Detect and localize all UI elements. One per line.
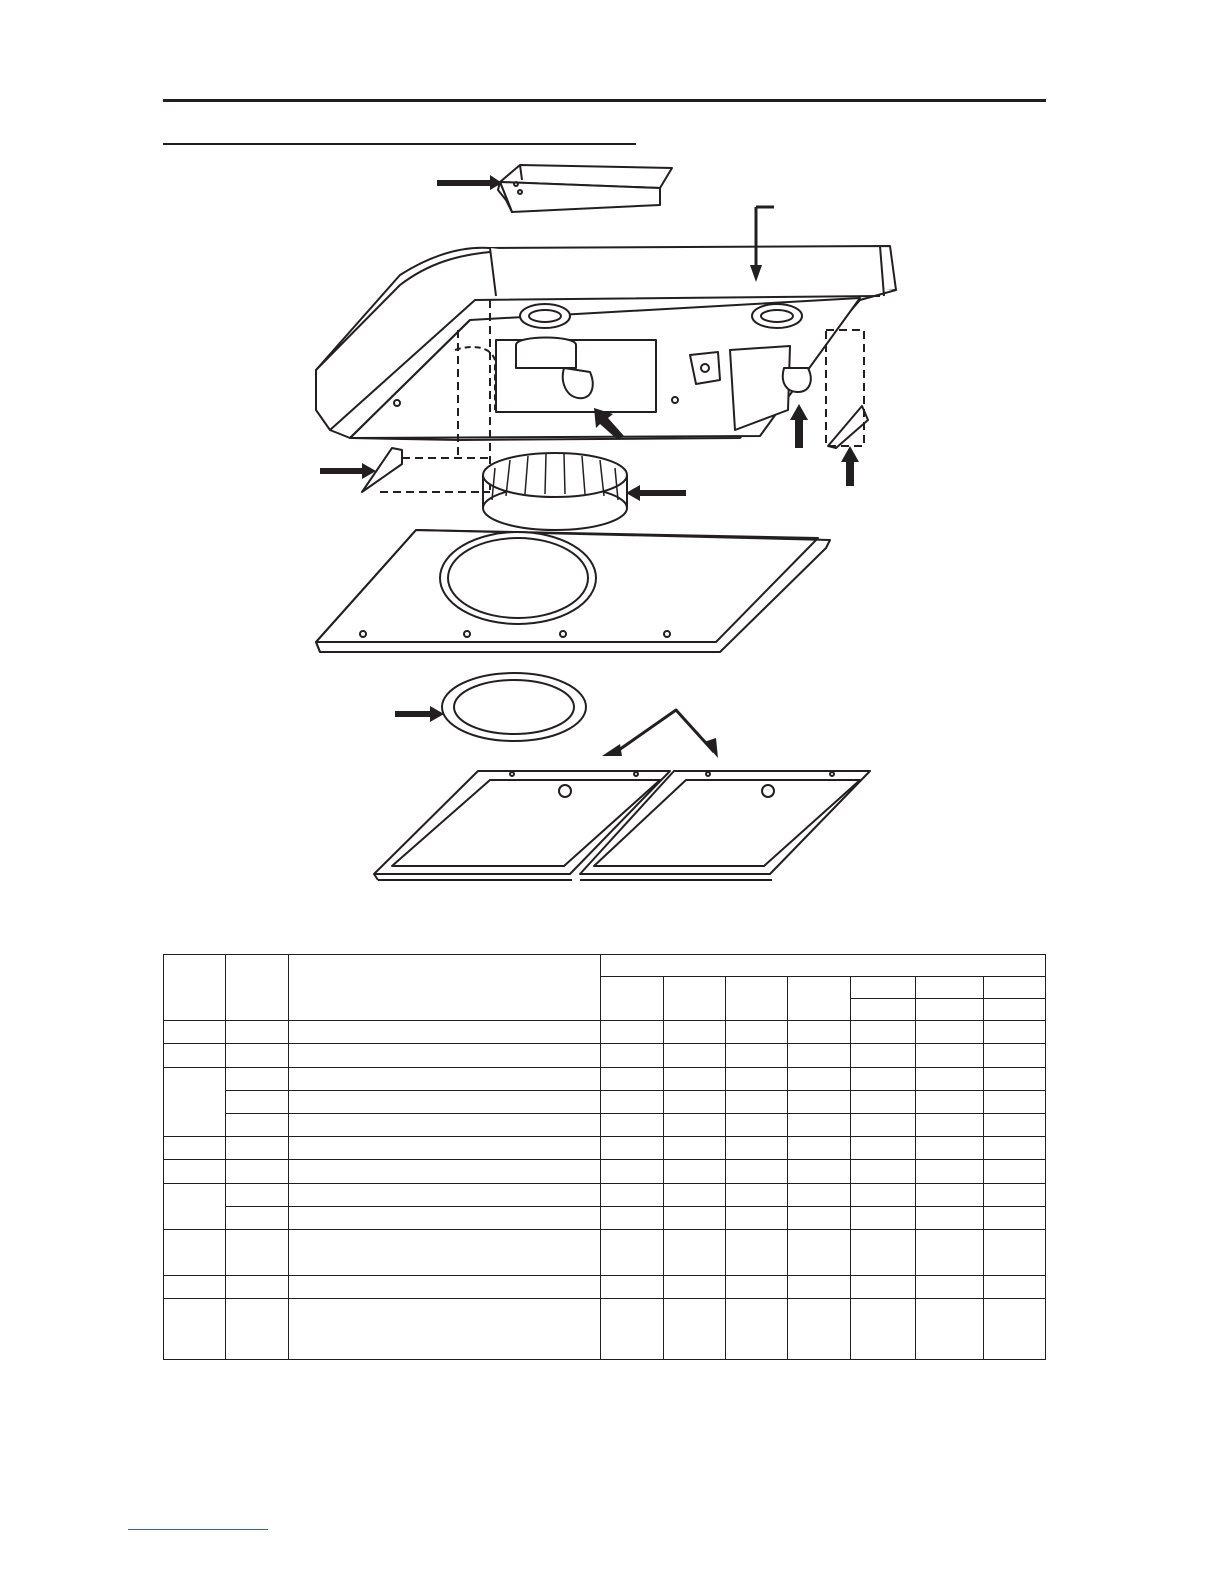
arrow-damper — [437, 175, 502, 190]
arrow-right-socket — [790, 404, 808, 448]
hood-body — [316, 246, 896, 440]
table-row — [164, 1021, 1046, 1044]
table-row — [164, 1207, 1046, 1230]
table-row — [164, 1091, 1046, 1114]
table-row — [164, 1299, 1046, 1360]
table-row — [164, 1068, 1046, 1091]
damper-transition — [498, 165, 672, 212]
blower-wheel — [483, 453, 627, 530]
table-row — [164, 1160, 1046, 1184]
table-row — [164, 1114, 1046, 1137]
arrow-right-bracket — [841, 446, 859, 486]
ring-gasket — [442, 673, 586, 741]
arrow-filters — [616, 710, 714, 752]
right-mounting-bracket — [826, 330, 868, 448]
parts-table — [163, 954, 1046, 1360]
table-header-row — [164, 955, 1046, 977]
table-row — [164, 1230, 1046, 1276]
table-row — [164, 1044, 1046, 1068]
arrow-blower-wheel — [626, 485, 686, 501]
table-row — [164, 1276, 1046, 1299]
table-row — [164, 1137, 1046, 1160]
grease-filters — [374, 771, 870, 880]
arrow-left-bracket — [320, 463, 376, 479]
table-row — [164, 1184, 1046, 1207]
footer-link-underline — [128, 1529, 268, 1530]
arrow-gasket — [395, 706, 444, 722]
blower-plate — [316, 530, 830, 652]
right-light-socket — [783, 368, 811, 392]
